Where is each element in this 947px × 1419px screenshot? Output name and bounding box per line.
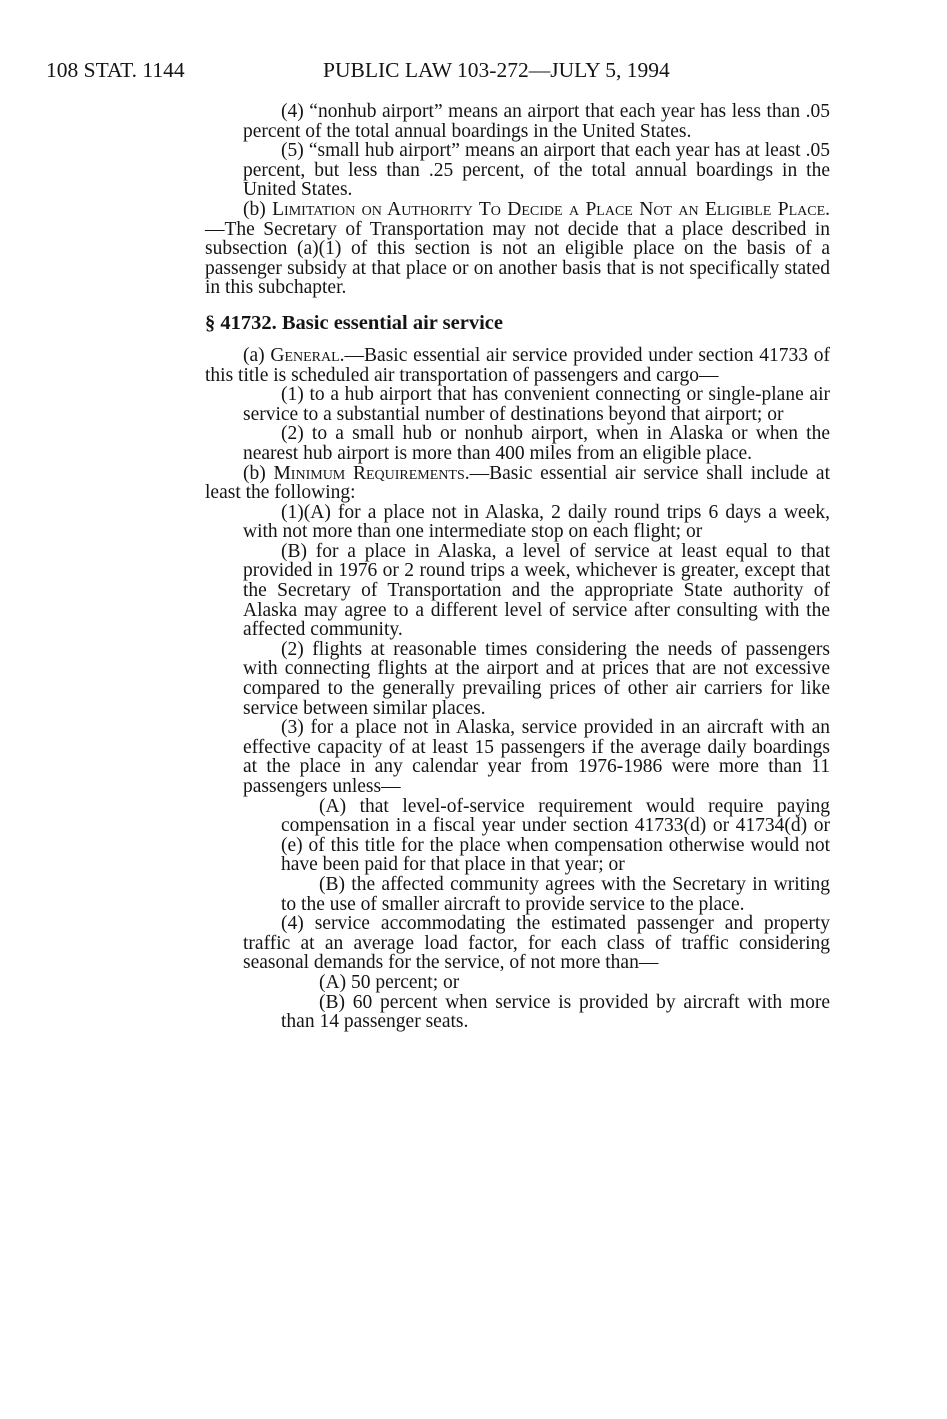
section-number: § 41732. xyxy=(205,311,277,334)
subsection-a-text: —Basic essential air service provided under section 41733 of this title is scheduled air transportation of passengers and cargo— xyxy=(205,344,830,386)
definition-nonhub-airport: (4) “nonhub airport” means an airport that each year has less than .05 percent of the total annual boardings in the United States. xyxy=(243,101,830,142)
paragraph-b1B: (B) for a place in Alaska, a level of service at least equal to that provided in 1976 or 2 round trips a week, whichever is greater, except that the Secretary of Transportation and the appropriate State authority of Alaska may agree to a different level of service after consulting with the affected community. xyxy=(243,540,830,641)
paragraph-b3A: (A) that level-of-service requirement would require paying compensation in a fiscal year under section 41733(d) or 41734(d) or (e) of this title for the place when compensation otherwise would not have been paid for that place in that year; or xyxy=(281,795,830,876)
paragraph-b1A: (1)(A) for a place not in Alaska, 2 daily round trips 6 days a week, with not more than one intermediate stop on each flight; or xyxy=(243,501,830,543)
subsection-a-prefix: (a) xyxy=(243,344,271,366)
section-heading xyxy=(205,312,830,334)
subsection-b-min-text: —Basic essential air service shall include at least the following: xyxy=(205,462,830,504)
definition-small-hub-airport: (5) “small hub airport” means an airport that each year has at least .05 percent, but less than .25 percent, of the total annual boardings in the United States. xyxy=(243,140,830,201)
paragraph-b4B: (B) 60 percent when service is provided by aircraft with more than 14 passenger seats. xyxy=(281,991,830,1033)
public-law-title: PUBLIC LAW 103-272—JULY 5, 1994 xyxy=(323,58,670,82)
page-body xyxy=(205,102,830,1032)
section-title: Basic essential air service xyxy=(281,311,503,334)
subsection-a-heading: General. xyxy=(270,344,345,366)
subsection-a-general xyxy=(205,346,830,385)
subsection-b-min-prefix: (b) xyxy=(243,462,274,484)
page-header xyxy=(0,58,947,88)
paragraph-b2: (2) flights at reasonable times considering the needs of passengers with connecting flights at the airport and at prices that are not excessive compared to the generally prevailing prices of other air carriers for like service between similar places. xyxy=(243,638,830,719)
subsection-b-text: —The Secretary of Transportation may not decide that a place described in subsection (a)(1) of this section is not an eligible place on the basis of a passenger subsidy at that place or on another basis that is not specifically stated in this subchapter. xyxy=(205,218,830,299)
subsection-b-min-heading: Minimum Requirements. xyxy=(273,462,470,484)
subsection-b-heading: Limitation on Authority To Decide a Place Not an Eligible Place. xyxy=(272,198,830,220)
paragraph-b4A: (A) 50 percent; or xyxy=(319,971,460,993)
paragraph-a2: (2) to a small hub or nonhub airport, when in Alaska or when the nearest hub airport is more than 400 miles from an eligible place. xyxy=(243,423,830,464)
paragraph-b3: (3) for a place not in Alaska, service provided in an aircraft with an effective capacity of at least 15 passengers if the average daily boardings at the place in any calendar year from 1976-1986 were more than 11 passengers unless— xyxy=(243,717,830,797)
paragraph-a1: (1) to a hub airport that has convenient connecting or single-plane air service to a substantial number of destinations beyond that airport; or xyxy=(243,384,830,425)
paragraph-b4: (4) service accommodating the estimated passenger and property traffic at an average load factor, for each class of traffic considering seasonal demands for the service, of not more than— xyxy=(243,913,830,974)
subsection-b-minimum xyxy=(205,464,830,503)
subsection-b-limitation xyxy=(205,200,830,298)
paragraph-b3B: (B) the affected community agrees with the Secretary in writing to the use of smaller aircraft to provide service to the place. xyxy=(281,873,830,915)
subsection-b-prefix: (b) xyxy=(243,198,273,220)
statute-page-number: 108 STAT. 1144 xyxy=(46,58,185,82)
